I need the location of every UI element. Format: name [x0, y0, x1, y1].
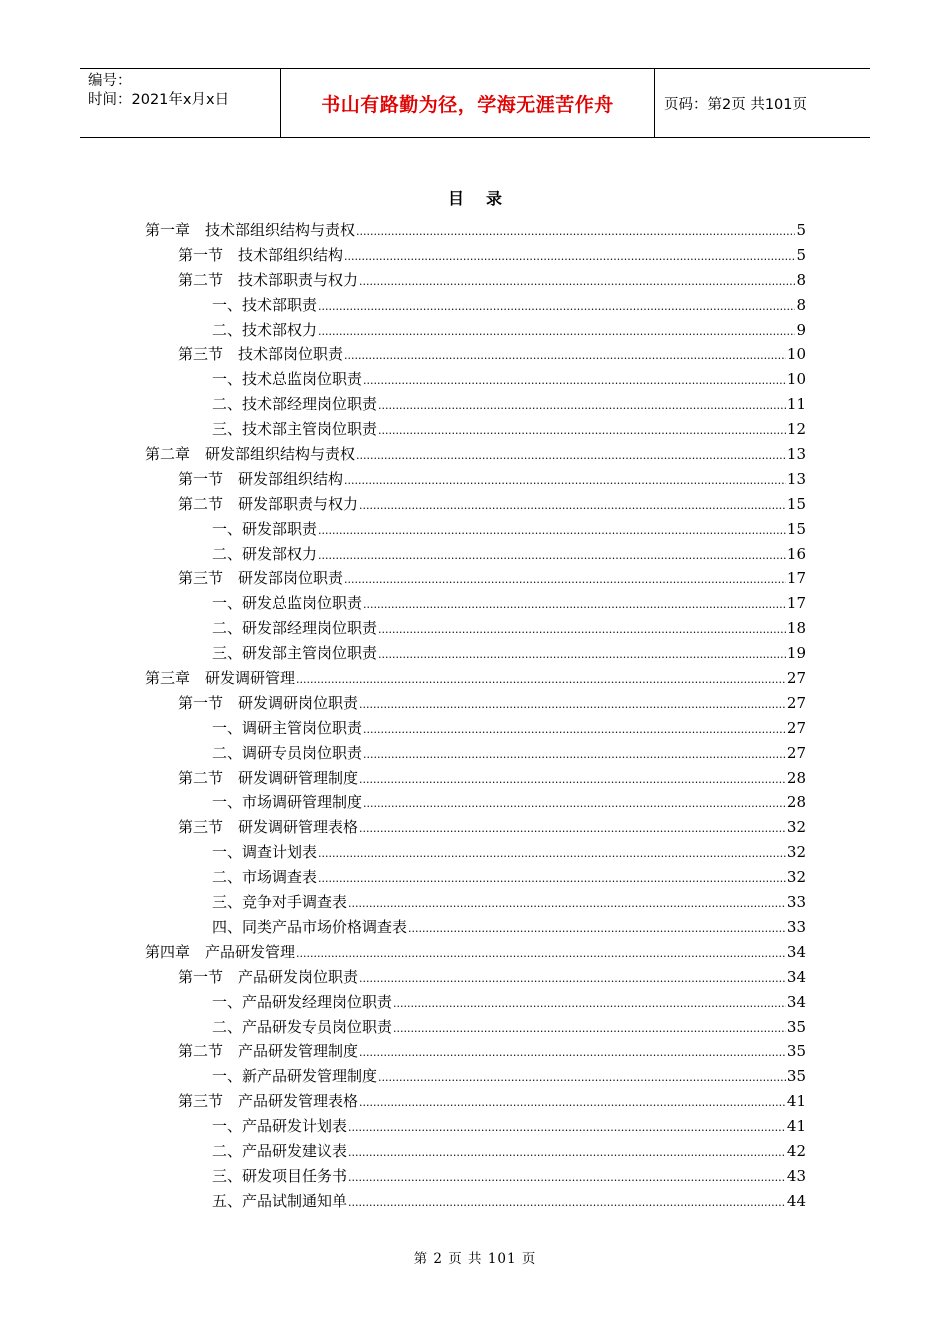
dot-leader [348, 890, 786, 917]
toc-entry-page: 8 [796, 295, 806, 314]
toc-entry[interactable] [145, 840, 806, 865]
toc-entry[interactable] [145, 616, 806, 641]
table-of-contents [145, 218, 806, 1214]
toc-entry-page: 15 [786, 494, 806, 513]
toc-entry-label: 第一节 技术部组织结构 [178, 245, 344, 264]
toc-entry-label: 一、产品研发经理岗位职责 [212, 992, 393, 1011]
dot-leader [296, 940, 786, 967]
toc-entry[interactable] [145, 666, 806, 691]
toc-entry[interactable] [145, 293, 806, 318]
toc-title: 目录 [447, 189, 524, 208]
document-header [80, 68, 870, 138]
dot-leader [348, 1189, 786, 1216]
toc-entry-page: 28 [786, 768, 806, 787]
toc-entry[interactable] [145, 591, 806, 616]
toc-entry-label: 三、研发部主管岗位职责 [212, 644, 378, 663]
toc-entry[interactable] [145, 1139, 806, 1164]
dot-leader [378, 392, 786, 419]
toc-entry-label: 第三节 研发调研管理表格 [178, 818, 359, 837]
toc-entry-label: 第一节 研发调研岗位职责 [178, 693, 359, 712]
toc-entry[interactable] [145, 815, 806, 840]
header-page-info: 页码：第2页 共101页 [664, 96, 808, 113]
toc-entry-label: 一、新产品研发管理制度 [212, 1067, 378, 1086]
toc-entry-label: 五、产品试制通知单 [212, 1191, 348, 1210]
dot-leader [344, 243, 795, 270]
toc-entry-page: 34 [786, 967, 806, 986]
dot-leader [318, 293, 795, 320]
toc-entry-page: 11 [786, 395, 806, 414]
dot-leader [363, 716, 786, 743]
toc-entry[interactable] [145, 915, 806, 940]
toc-entry-page: 43 [786, 1166, 806, 1185]
toc-entry[interactable] [145, 218, 806, 243]
toc-entry-page: 19 [786, 644, 806, 663]
dot-leader [344, 342, 786, 369]
toc-entry[interactable] [145, 790, 806, 815]
header-motto: 书山有路勤为径，学海无涯苦作舟 [281, 69, 655, 137]
toc-entry-page: 10 [786, 370, 806, 389]
toc-entry[interactable] [145, 1064, 806, 1089]
toc-entry-page: 9 [796, 320, 806, 339]
toc-entry-label: 第二节 研发部职责与权力 [178, 494, 359, 513]
toc-entry[interactable] [145, 716, 806, 741]
toc-entry[interactable] [145, 367, 806, 392]
dot-leader [318, 865, 786, 892]
toc-entry-label: 第二节 产品研发管理制度 [178, 1042, 359, 1061]
toc-entry-page: 27 [786, 718, 806, 737]
dot-leader [359, 1039, 786, 1066]
number-label: 编号： [88, 73, 132, 89]
toc-entry-page: 13 [786, 469, 806, 488]
toc-entry-page: 35 [786, 1017, 806, 1036]
toc-entry[interactable] [145, 492, 806, 517]
toc-entry-page: 18 [786, 619, 806, 638]
toc-entry-label: 二、研发部权力 [212, 544, 318, 563]
toc-entry-page: 32 [786, 818, 806, 837]
dot-leader [408, 915, 786, 942]
toc-entry-label: 第二节 研发调研管理制度 [178, 768, 359, 787]
dot-leader [378, 616, 786, 643]
toc-entry-page: 34 [786, 992, 806, 1011]
toc-entry-page: 16 [786, 544, 806, 563]
page-footer: 第 2 页 共 101 页 [413, 1251, 537, 1267]
toc-entry-label: 二、研发部经理岗位职责 [212, 619, 378, 638]
toc-entry[interactable] [145, 1114, 806, 1139]
dot-leader [359, 965, 786, 992]
toc-entry[interactable] [145, 990, 806, 1015]
toc-entry-page: 27 [786, 693, 806, 712]
toc-entry[interactable] [145, 741, 806, 766]
toc-entry[interactable] [145, 766, 806, 791]
toc-entry[interactable] [145, 542, 806, 567]
toc-entry[interactable] [145, 342, 806, 367]
toc-entry-page: 27 [786, 669, 806, 688]
toc-entry-label: 第一节 产品研发岗位职责 [178, 967, 359, 986]
dot-leader [348, 1114, 786, 1141]
toc-entry-label: 第二节 技术部职责与权力 [178, 270, 359, 289]
toc-entry[interactable] [145, 1039, 806, 1064]
toc-entry-label: 第二章 研发部组织结构与责权 [145, 445, 356, 464]
toc-entry-page: 15 [786, 519, 806, 538]
toc-entry-label: 三、竞争对手调查表 [212, 893, 348, 912]
toc-entry-label: 二、市场调查表 [212, 868, 318, 887]
dot-leader [318, 542, 786, 569]
dot-leader [318, 318, 795, 345]
toc-entry-label: 一、技术总监岗位职责 [212, 370, 363, 389]
toc-entry-label: 第四章 产品研发管理 [145, 942, 296, 961]
toc-entry[interactable] [145, 467, 806, 492]
dot-leader [363, 367, 786, 394]
dot-leader [378, 641, 786, 668]
toc-entry-label: 第一章 技术部组织结构与责权 [145, 221, 356, 239]
toc-entry-label: 第一节 研发部组织结构 [178, 469, 344, 488]
toc-entry[interactable] [145, 1015, 806, 1040]
dot-leader [318, 840, 786, 867]
toc-entry-page: 32 [786, 843, 806, 862]
dot-leader [348, 1164, 786, 1191]
toc-entry-page: 5 [796, 245, 806, 264]
dot-leader [378, 417, 786, 444]
dot-leader [356, 442, 786, 469]
dot-leader [359, 492, 786, 519]
toc-entry-page: 33 [786, 917, 806, 936]
dot-leader [363, 741, 786, 768]
dot-leader [359, 268, 795, 295]
toc-entry[interactable] [145, 268, 806, 293]
toc-entry-label: 一、技术部职责 [212, 295, 318, 314]
toc-entry-page: 10 [786, 345, 806, 364]
toc-entry[interactable] [145, 641, 806, 666]
dot-leader [344, 467, 786, 494]
dot-leader [344, 566, 786, 593]
toc-entry[interactable] [145, 442, 806, 467]
toc-entry-page: 13 [786, 445, 806, 464]
toc-entry-label: 三、技术部主管岗位职责 [212, 420, 378, 439]
toc-entry-label: 第三节 研发部岗位职责 [178, 569, 344, 588]
toc-entry[interactable] [145, 691, 806, 716]
toc-entry-page: 27 [786, 743, 806, 762]
toc-entry-label: 一、调查计划表 [212, 843, 318, 862]
toc-entry-page: 35 [786, 1067, 806, 1086]
toc-entry-label: 第三节 产品研发管理表格 [178, 1092, 359, 1111]
toc-entry-page: 17 [786, 569, 806, 588]
toc-entry-page: 41 [786, 1092, 806, 1111]
toc-entry[interactable] [145, 1089, 806, 1114]
toc-entry-label: 一、调研主管岗位职责 [212, 718, 363, 737]
toc-entry[interactable] [145, 890, 806, 915]
toc-entry[interactable] [145, 940, 806, 965]
dot-leader [363, 591, 786, 618]
toc-entry-page: 32 [786, 868, 806, 887]
dot-leader [363, 790, 786, 817]
toc-entry-label: 二、调研专员岗位职责 [212, 743, 363, 762]
toc-entry-page: 17 [786, 594, 806, 613]
toc-entry[interactable] [145, 1164, 806, 1189]
toc-entry-label: 一、研发部职责 [212, 519, 318, 538]
toc-entry-label: 一、市场调研管理制度 [212, 793, 363, 812]
toc-entry-label: 三、研发项目任务书 [212, 1166, 348, 1185]
toc-entry-label: 二、产品研发建议表 [212, 1141, 348, 1160]
toc-entry[interactable] [145, 243, 806, 268]
toc-entry-page: 33 [786, 893, 806, 912]
toc-entry[interactable] [145, 417, 806, 442]
toc-entry-label: 二、技术部经理岗位职责 [212, 395, 378, 414]
toc-entry[interactable] [145, 865, 806, 890]
dot-leader [296, 666, 786, 693]
toc-entry-page: 44 [786, 1191, 806, 1210]
toc-entry-label: 一、产品研发计划表 [212, 1117, 348, 1136]
time-label: 时间：2021年x月x日 [88, 92, 230, 108]
dot-leader [359, 1089, 786, 1116]
toc-entry-page: 41 [786, 1117, 806, 1136]
dot-leader [393, 990, 786, 1017]
toc-entry[interactable] [145, 566, 806, 591]
toc-entry-page: 34 [786, 942, 806, 961]
dot-leader [318, 517, 786, 544]
dot-leader [393, 1015, 786, 1042]
toc-entry-label: 四、同类产品市场价格调查表 [212, 917, 408, 936]
toc-entry-label: 第三章 研发调研管理 [145, 669, 296, 688]
toc-entry-page: 35 [786, 1042, 806, 1061]
toc-entry-page: 5 [796, 221, 806, 239]
toc-entry[interactable] [145, 517, 806, 542]
toc-entry-label: 第三节 技术部岗位职责 [178, 345, 344, 364]
toc-entry-page: 12 [786, 420, 806, 439]
dot-leader [359, 691, 786, 718]
dot-leader [348, 1139, 786, 1166]
toc-entry[interactable] [145, 392, 806, 417]
header-meta [80, 69, 281, 137]
toc-entry[interactable] [145, 318, 806, 343]
toc-entry-label: 二、技术部权力 [212, 320, 318, 339]
toc-entry-page: 28 [786, 793, 806, 812]
dot-leader [356, 218, 795, 245]
dot-leader [378, 1064, 786, 1091]
dot-leader [359, 766, 786, 793]
toc-entry[interactable] [145, 1189, 806, 1214]
dot-leader [359, 815, 786, 842]
toc-entry-page: 42 [786, 1141, 806, 1160]
toc-entry-page: 8 [796, 270, 806, 289]
toc-entry[interactable] [145, 965, 806, 990]
toc-entry-label: 一、研发总监岗位职责 [212, 594, 363, 613]
toc-entry-label: 二、产品研发专员岗位职责 [212, 1017, 393, 1036]
